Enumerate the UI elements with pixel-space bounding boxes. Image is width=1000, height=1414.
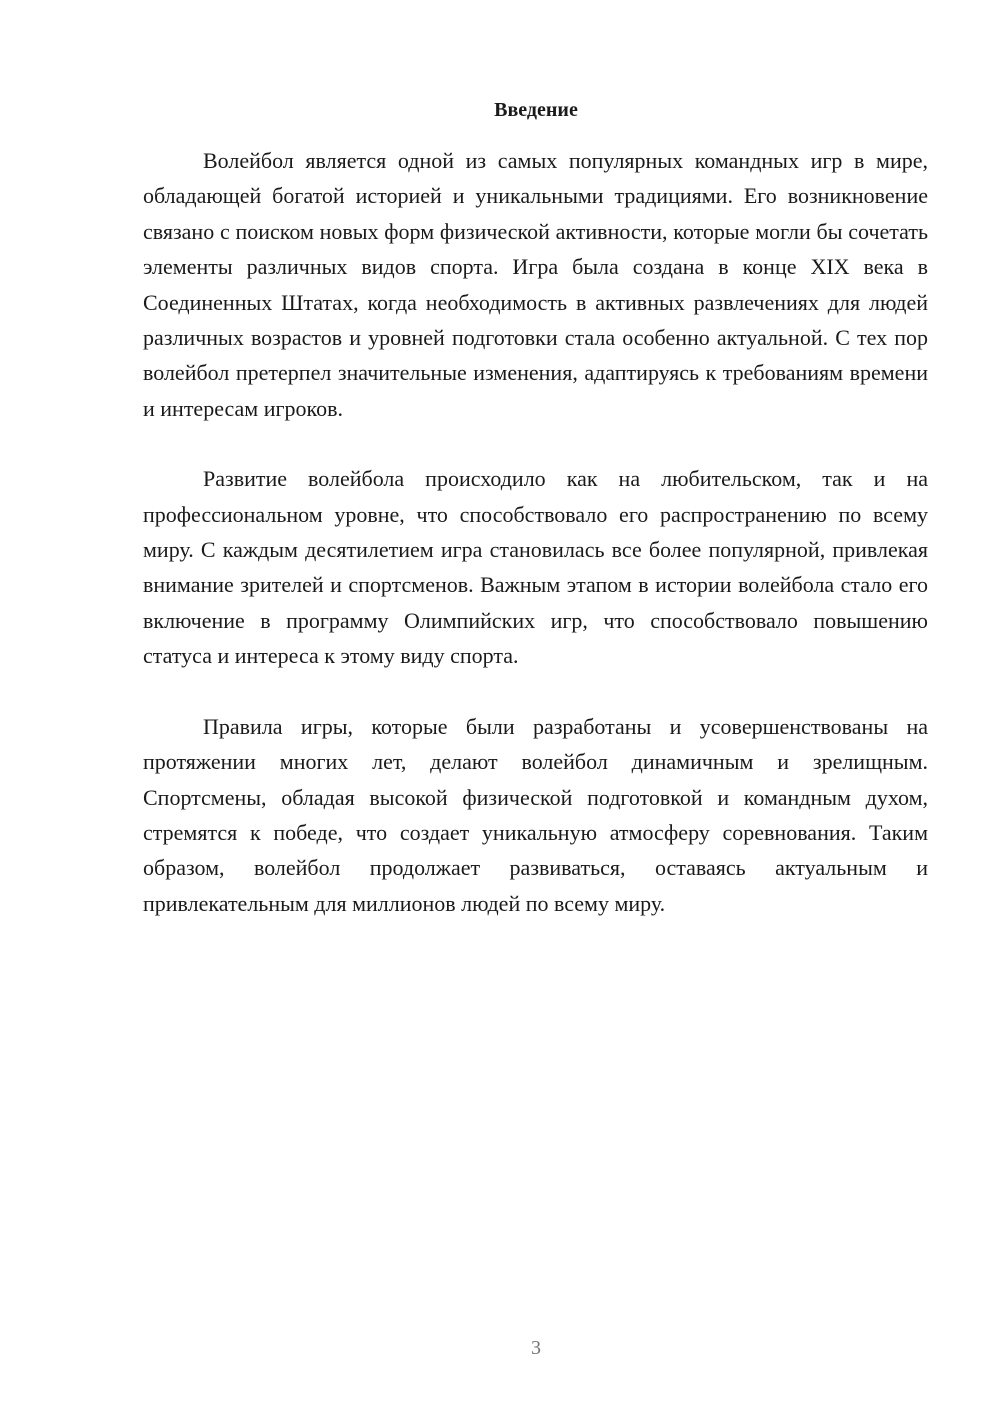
paragraph-3: Правила игры, которые были разработаны и усовершенствованы на протяжении многих лет, делают волейбол динамичным и зрелищным. Спортсмены, обладая высокой физической подготовкой и командным духом, стремятся к победе, что создает уникальную атмосферу соревнования. Таким образом, волейбол продолжает развиваться, оставаясь актуальным и привлекательным для миллионов людей по всему миру. xyxy=(143,713,928,916)
section-heading: Введение xyxy=(494,99,578,121)
page-number: 3 xyxy=(531,1337,541,1359)
paragraph-1: Волейбол является одной из самых популярных командных игр в мире, обладающей богатой историей и уникальными традициями. Его возникновение связано с поиском новых форм физической активности, которые могли бы сочетать элементы различных видов спорта. Игра была создана в конце XIX века в Соединенных Штатах, когда необходимость в активных развлечениях для людей различных возрастов и уровней подготовки стала особенно актуальной. С тех пор волейбол претерпел значительные изменения, адаптируясь к требованиям времени и интересам игроков. xyxy=(143,148,928,421)
body-text xyxy=(143,143,928,956)
paragraph-2: Развитие волейбола происходило как на любительском, так и на профессиональном уровне, что способствовало его распространению по всему миру. С каждым десятилетием игра становилась все более популярной, привлекая внимание зрителей и спортсменов. Важным этапом в истории волейбола стало его включение в программу Олимпийских игр, что способствовало повышению статуса и интереса к этому виду спорта. xyxy=(143,466,928,669)
